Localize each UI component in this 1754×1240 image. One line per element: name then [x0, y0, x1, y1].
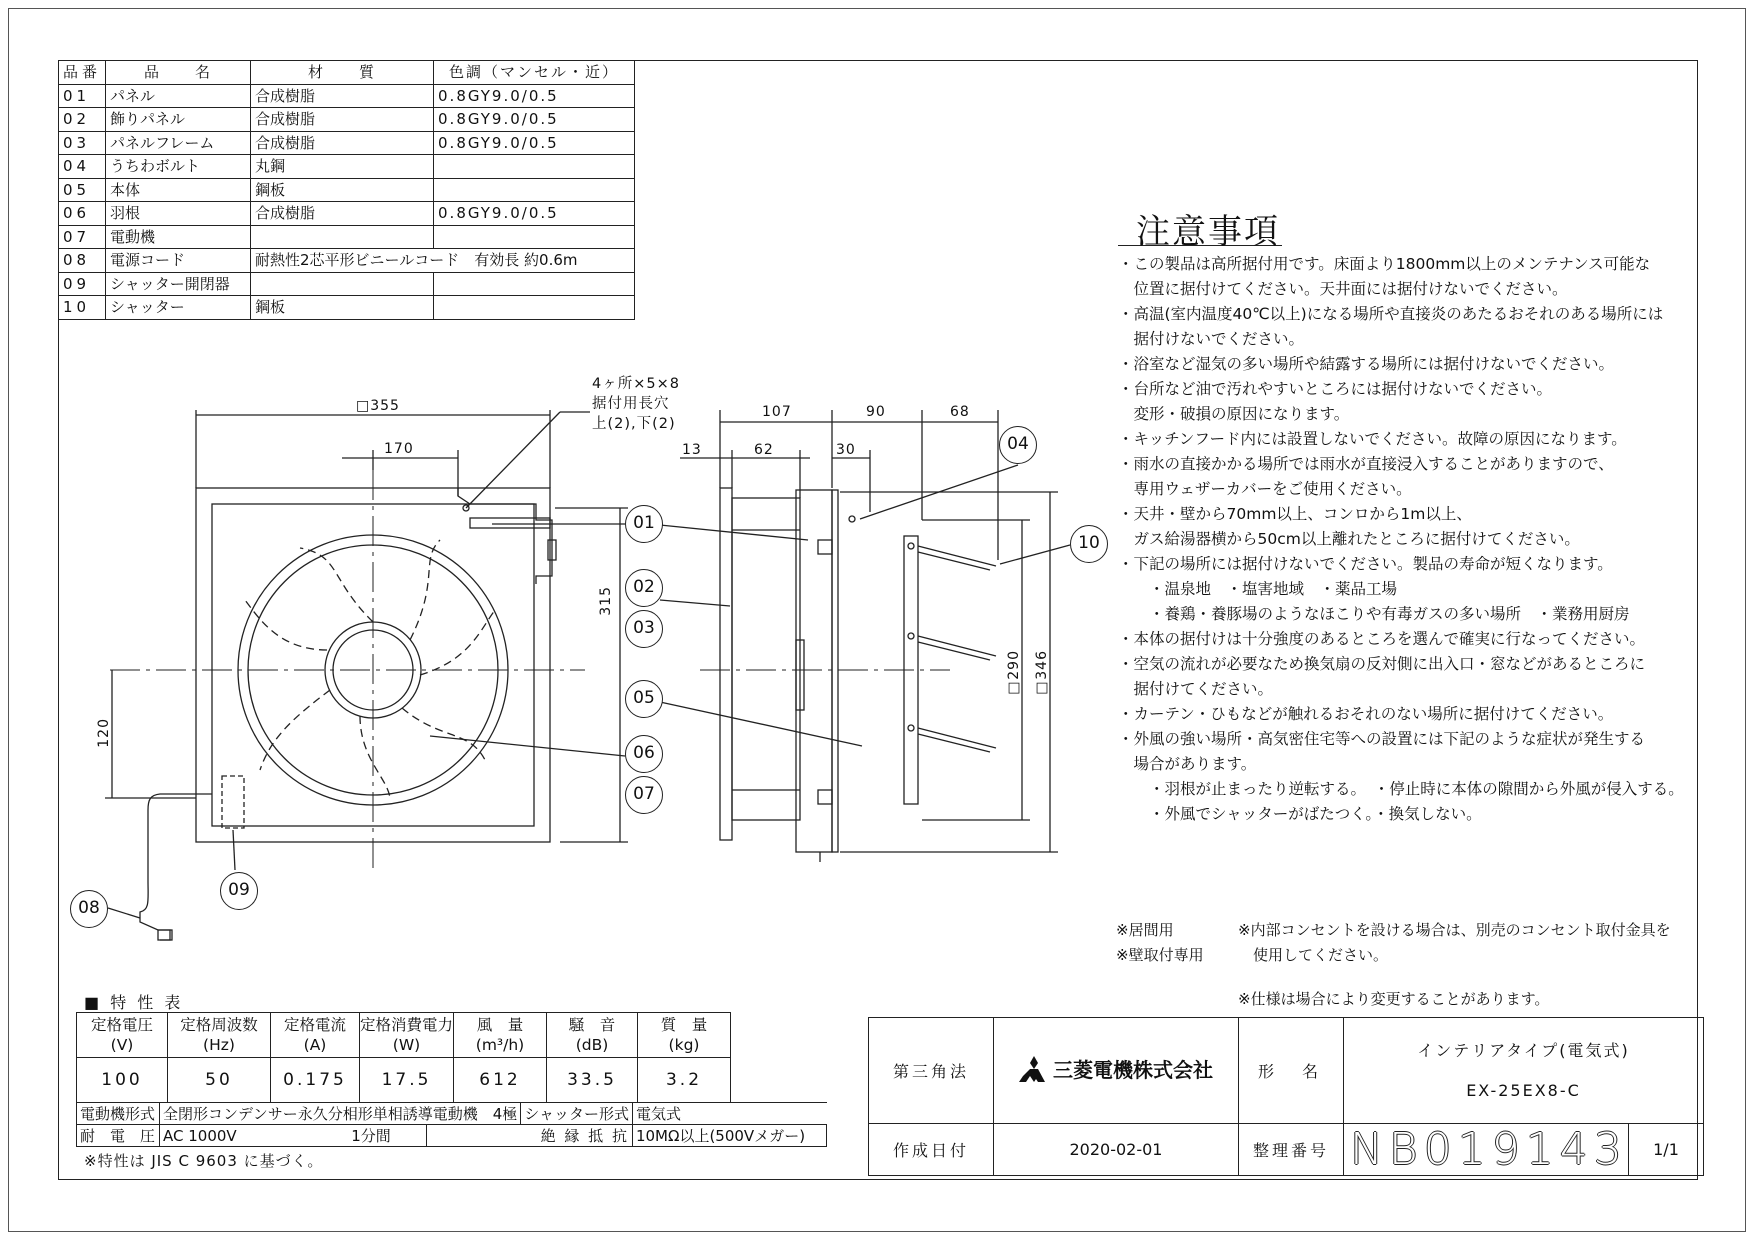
caution-line: 位置に据付けてください。天井面には据付けないでください。: [1118, 280, 1568, 298]
caution-line: ・雨水の直接かかる場所では雨水が直接浸入することがありますので、: [1118, 455, 1614, 473]
spec-extra-table: [76, 1102, 827, 1147]
part-number: 09: [59, 272, 106, 296]
callout-05: 05: [625, 680, 663, 718]
caution-title: 注意事項: [1118, 220, 1282, 246]
spec-header-name: 定格消費電力: [360, 1016, 454, 1034]
dim-30: 30: [836, 442, 856, 458]
date-label: 作成日付: [869, 1124, 994, 1176]
spec-header-unit: (Hz): [203, 1036, 235, 1054]
part-material: 合成樹脂: [251, 131, 434, 155]
spec-title: ■ 特 性 表: [84, 993, 184, 1012]
dim-120: 120: [96, 718, 112, 748]
callout-08: 08: [70, 890, 108, 928]
part-name: 飾りパネル: [106, 108, 251, 132]
part-number: 03: [59, 131, 106, 155]
spec-header-name: 風 量: [476, 1016, 524, 1034]
part-material: 合成樹脂: [251, 108, 434, 132]
dim-68: 68: [950, 404, 970, 420]
usage-living: ※居間用: [1116, 921, 1174, 939]
spec-value: 0.175: [271, 1058, 360, 1103]
part-number: 07: [59, 225, 106, 249]
spec-header-name: 定格周波数: [180, 1016, 258, 1034]
part-material: 鋼板: [251, 178, 434, 202]
caution-line: ・この製品は高所据付用です。床面より1800mm以上のメンテナンス可能な: [1118, 255, 1651, 273]
spec-value-row: [77, 1058, 731, 1103]
shutter-label: シャッター形式: [521, 1103, 633, 1125]
spec-header-unit: (m³/h): [475, 1036, 525, 1054]
part-color: 0.8GY9.0/0.5: [434, 108, 635, 132]
hole-note-line: 上(2),下(2): [592, 416, 676, 432]
company-cell: [994, 1018, 1239, 1124]
part-number: 05: [59, 178, 106, 202]
title-block: [868, 1017, 1704, 1176]
caution-line: ・外風でシャッターがばたつく。・換気しない。: [1118, 805, 1482, 823]
callout-01: 01: [625, 505, 663, 543]
callout-07: 07: [625, 776, 663, 814]
caution-lines: [1118, 252, 1684, 827]
spec-change-note: ※仕様は場合により変更することがあります。: [1238, 990, 1550, 1008]
part-number: 01: [59, 84, 106, 108]
spec-header-name: 質 量: [660, 1016, 708, 1034]
insulation-label: 絶 縁 抵 抗: [427, 1125, 633, 1147]
callout-10: 10: [1070, 525, 1108, 563]
caution-line: 変形・破損の原因になります。: [1118, 405, 1350, 423]
model-number: EX-25EX8-C: [1466, 1080, 1581, 1100]
part-name: シャッター: [106, 296, 251, 320]
spec-jis-note: ※特性は JIS C 9603 に基づく。: [84, 1152, 324, 1170]
part-number: 04: [59, 155, 106, 179]
spec-value: 612: [454, 1058, 547, 1103]
caution-line: 据付けてください。: [1118, 680, 1274, 698]
spec-motor-row: [77, 1103, 827, 1125]
outlet-note: [1238, 918, 1671, 968]
part-name: 羽根: [106, 202, 251, 226]
dim-170: 170: [384, 441, 414, 457]
callout-04: 04: [999, 426, 1037, 464]
part-color: 0.8GY9.0/0.5: [434, 84, 635, 108]
dim-13: 13: [682, 442, 702, 458]
caution-line: ・キッチンフード内には設置しないでください。故障の原因になります。: [1118, 430, 1627, 448]
spec-header-unit: (V): [110, 1036, 134, 1054]
callout-03: 03: [625, 610, 663, 648]
part-name: パネルフレーム: [106, 131, 251, 155]
header-part-name: 品 名: [106, 61, 251, 85]
header-color: 色調（マンセル・近）: [434, 61, 635, 85]
caution-notes: [1118, 212, 1684, 827]
callout-09: 09: [220, 872, 258, 910]
dim-355: □355: [356, 398, 400, 414]
spec-value: 33.5: [547, 1058, 638, 1103]
callout-02: 02: [625, 569, 663, 607]
outlet-note-line: 使用してください。: [1238, 946, 1389, 964]
model-label: 形 名: [1239, 1018, 1344, 1124]
part-name: うちわボルト: [106, 155, 251, 179]
caution-line: ・高温(室内温度40℃以上)になる場所や直接炎のあたるおそれのある場所には: [1118, 305, 1664, 323]
dim-62: 62: [754, 442, 774, 458]
spec-table: [76, 1012, 731, 1103]
spec-header-unit: (A): [303, 1036, 327, 1054]
withstand-time: 1分間: [316, 1125, 427, 1147]
spec-header-name: 騒 音: [568, 1016, 616, 1034]
creation-date: 2020-02-01: [994, 1124, 1239, 1176]
withstand-label: 耐 電 圧: [77, 1125, 160, 1147]
caution-line: ・カーテン・ひもなどが触れるおそれのない場所に据付けてください。: [1118, 705, 1614, 723]
part-name: シャッター開閉器: [106, 272, 251, 296]
spec-header: [360, 1013, 454, 1058]
part-name: パネル: [106, 84, 251, 108]
model-cell: [1344, 1018, 1704, 1124]
spec-header-unit: (W): [392, 1036, 421, 1054]
side-panel: [720, 488, 732, 840]
insulation-value: 10MΩ以上(500Vメガー): [632, 1125, 827, 1147]
drawing-number: NB019143: [1344, 1124, 1629, 1176]
company-logo-icon: [1019, 1056, 1049, 1087]
part-name: 電動機: [106, 225, 251, 249]
caution-line: 場合があります。: [1118, 755, 1257, 773]
header-part-no: 品番: [59, 61, 106, 85]
caution-line: 専用ウェザーカバーをご使用ください。: [1118, 480, 1412, 498]
caution-line: ・温泉地 ・塩害地域 ・薬品工場: [1118, 580, 1398, 598]
usage-notes: [1116, 918, 1204, 968]
model-type: インテリアタイプ(電気式): [1417, 1040, 1630, 1060]
caution-line: ガス給湯器横から50cm以上離れたところに据付けてください。: [1118, 530, 1580, 548]
part-number: 10: [59, 296, 106, 320]
part-material: 丸鋼: [251, 155, 434, 179]
dim-315: 315: [598, 586, 614, 616]
spec-header-name: 定格電圧: [90, 1016, 153, 1034]
hole-note-line: 4ヶ所×5×8: [592, 376, 680, 392]
part-number: 06: [59, 202, 106, 226]
company-name: 三菱電機株式会社: [1053, 1058, 1213, 1082]
shutter-value: 電気式: [632, 1103, 827, 1125]
spec-header-name: 定格電流: [283, 1016, 346, 1034]
spec-value: 100: [77, 1058, 168, 1103]
hole-note-line: 据付用長穴: [592, 396, 670, 412]
caution-line: ・下記の場所には据付けないでください。製品の寿命が短くなります。: [1118, 555, 1613, 573]
part-color: 0.8GY9.0/0.5: [434, 202, 635, 226]
outlet-note-line: ※内部コンセントを設ける場合は、別売のコンセント取付金具を: [1238, 921, 1671, 939]
ref-label: 整理番号: [1239, 1124, 1344, 1176]
withstand-value: AC 1000V: [160, 1125, 317, 1147]
spec-withstand-row: [77, 1125, 827, 1147]
dim-290: □290: [1006, 650, 1022, 697]
projection-method: 第三角法: [869, 1018, 994, 1124]
spec-header: [271, 1013, 360, 1058]
caution-line: ・羽根が止まったり逆転する。 ・停止時に本体の隙間から外風が侵入する。: [1118, 780, 1684, 798]
spec-header-unit: (dB): [575, 1036, 609, 1054]
part-material: 合成樹脂: [251, 84, 434, 108]
caution-line: ・本体の据付けは十分強度のあるところを選んで確実に行なってください。: [1118, 630, 1646, 648]
spec-header: [168, 1013, 271, 1058]
part-number: 02: [59, 108, 106, 132]
spec-header-unit: (kg): [668, 1036, 700, 1054]
spec-value: 3.2: [638, 1058, 731, 1103]
part-name: 本体: [106, 178, 251, 202]
dim-90: 90: [866, 404, 886, 420]
spec-header: [454, 1013, 547, 1058]
part-material: 合成樹脂: [251, 202, 434, 226]
part-material: 耐熱性2芯平形ビニールコード 有効長 約0.6m: [251, 249, 635, 273]
spec-value: 50: [168, 1058, 271, 1103]
dim-346: □346: [1034, 650, 1050, 697]
spec-header: [638, 1013, 731, 1058]
part-number: 08: [59, 249, 106, 273]
part-material: 鋼板: [251, 296, 434, 320]
caution-line: ・天井・壁から70mm以上、コンロから1m以上、: [1118, 505, 1472, 523]
caution-line: ・台所など油で汚れやすいところには据付けないでください。: [1118, 380, 1553, 398]
spec-header-row: [77, 1013, 731, 1058]
spec-header: [547, 1013, 638, 1058]
caution-line: 据付けないでください。: [1118, 330, 1305, 348]
caution-line: ・空気の流れが必要なため換気扇の反対側に出入口・窓などがあるところに: [1118, 655, 1646, 673]
caution-line: ・浴室など湿気の多い場所や結露する場所には据付けないでください。: [1118, 355, 1615, 373]
side-body: [796, 490, 832, 852]
part-color: 0.8GY9.0/0.5: [434, 131, 635, 155]
usage-wall: ※壁取付専用: [1116, 946, 1204, 964]
dim-107: 107: [762, 404, 792, 420]
caution-line: ・外風の強い場所・高気密住宅等への設置には下記のような症状が発生する: [1118, 730, 1646, 748]
header-material: 材 質: [251, 61, 434, 85]
motor-value: 全閉形コンデンサー永久分相形単相誘導電動機 4極: [160, 1103, 521, 1125]
spec-header: [77, 1013, 168, 1058]
motor-label: 電動機形式: [77, 1103, 160, 1125]
part-name: 電源コード: [106, 249, 251, 273]
sheet-number: 1/1: [1629, 1124, 1704, 1176]
caution-line: ・養鶏・養豚場のようなほこりや有毒ガスの多い場所 ・業務用厨房: [1118, 605, 1630, 623]
spec-value: 17.5: [360, 1058, 454, 1103]
mounting-hole-note: [592, 374, 680, 434]
callout-06: 06: [625, 735, 663, 773]
